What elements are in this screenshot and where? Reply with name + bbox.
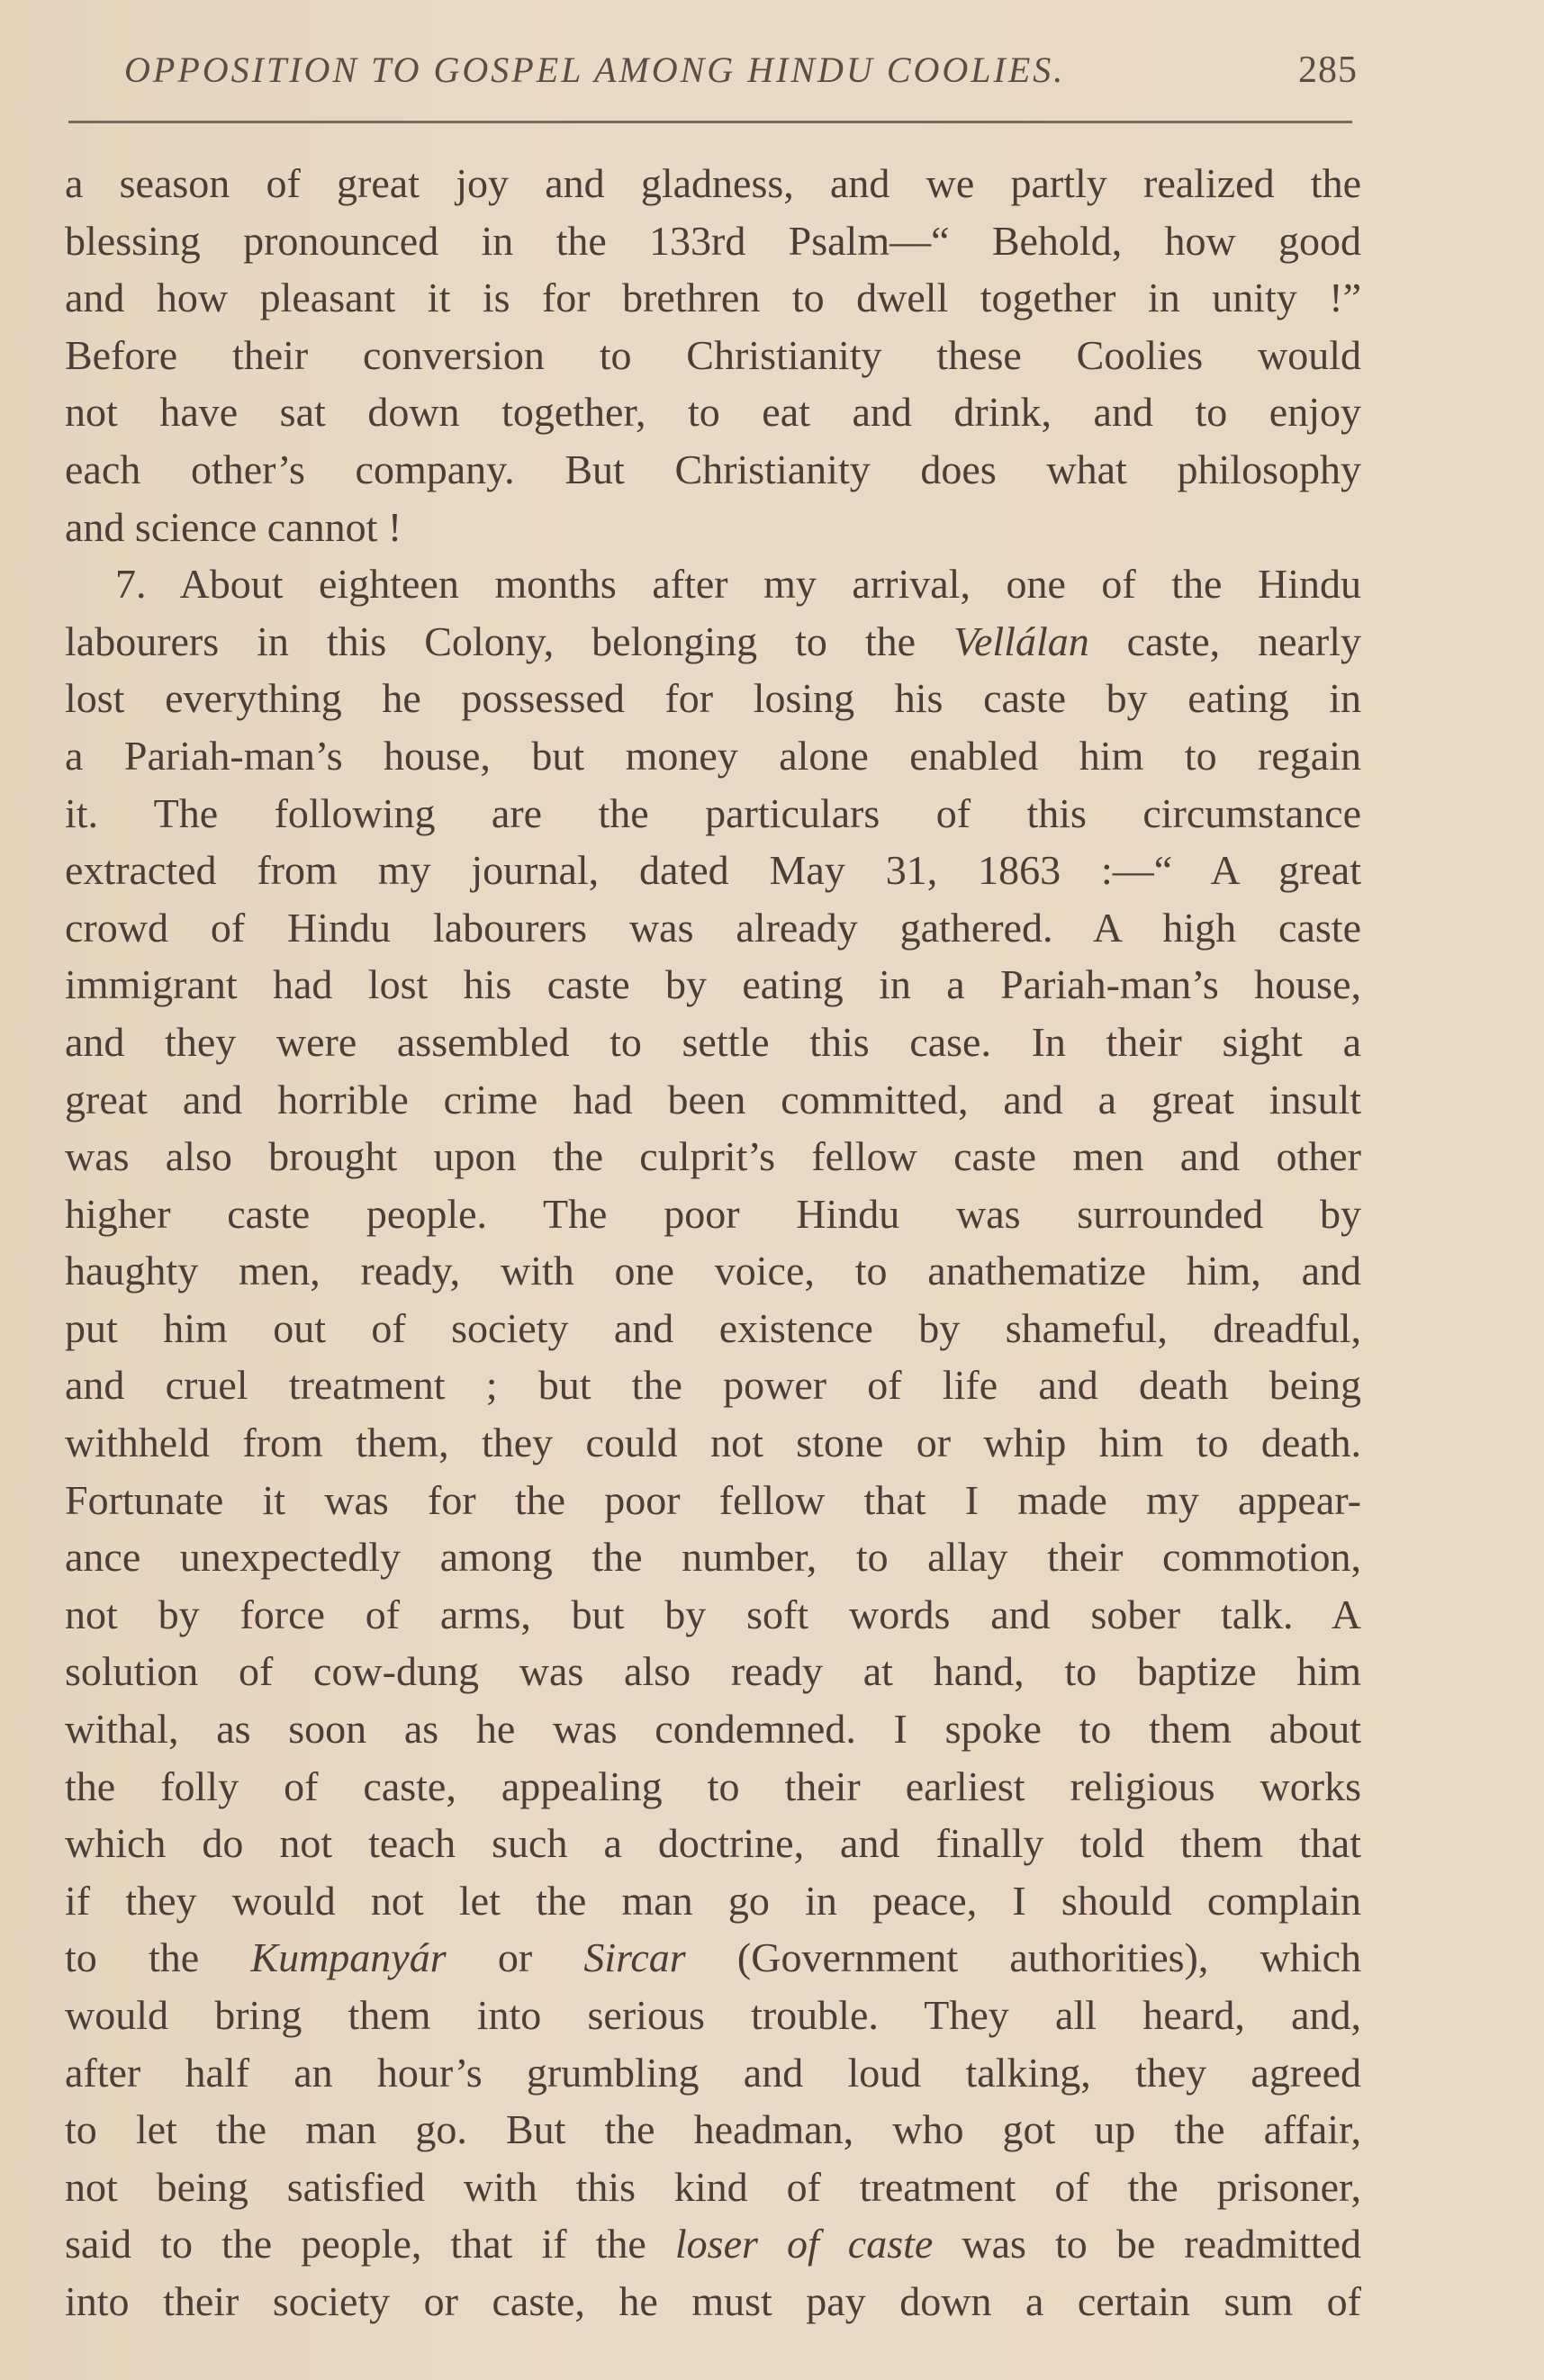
text-line: crowd of Hindu labourers was already gathered. A high caste [65, 904, 1361, 951]
text-line: great and horrible crime had been committed, and a great insult [65, 1076, 1361, 1122]
text-line: if they would not let the man go in peace, I should complain [65, 1877, 1361, 1924]
text-line: it. The following are the particulars of this circumstance [65, 789, 1361, 836]
text-line: into their society or caste, he must pay down a certain sum of [65, 2277, 1361, 2324]
text-line: after half an hour’s grumbling and loud talking, they agreed [65, 2049, 1361, 2096]
text-run: was to be readmitted [933, 2221, 1361, 2267]
text-line: and they were assembled to settle this case. In their sight a [65, 1018, 1361, 1065]
text-line [65, 2215, 1361, 2273]
text-line: not by force of arms, but by soft words and sober talk. A [65, 1591, 1361, 1637]
running-head-title: OPPOSITION TO GOSPEL AMONG HINDU COOLIES. [124, 50, 1066, 90]
text-run: (Government authorities), which [685, 1934, 1361, 1981]
text-line: and cruel treatment ; but the power of life and death being [65, 1362, 1361, 1409]
text-line: lost everything he possessed for losing his caste by eating in [65, 675, 1361, 722]
running-head [124, 49, 1358, 103]
text-line: would bring them into serious trouble. They all heard, and, [65, 1992, 1361, 2038]
text-line: each other’s company. But Christianity does what philosophy [65, 446, 1361, 492]
text-line: not being satisfied with this kind of treatment of the prisoner, [65, 2163, 1361, 2210]
italic-term: Sircar [583, 1934, 686, 1981]
text-line: ance unexpectedly among the number, to allay their commotion, [65, 1534, 1361, 1581]
text-line [65, 613, 1361, 671]
text-line: was also brought upon the culprit’s fellow caste men and other [65, 1133, 1361, 1180]
italic-term: loser of caste [674, 2221, 934, 2267]
text-run: caste, nearly [1088, 618, 1361, 664]
text-run: said to the people, that if the [65, 2221, 675, 2267]
text-line: a Pariah-man’s house, but money alone enabled him to regain [65, 732, 1361, 779]
text-line: not have sat down together, to eat and drink, and to enjoy [65, 389, 1361, 436]
text-line: immigrant had lost his caste by eating in a Pariah-man’s house, [65, 961, 1361, 1008]
text-line: and science cannot ! [65, 503, 402, 550]
text-line: solution of cow-dung was also ready at hand, to baptize him [65, 1648, 1361, 1695]
text-line: which do not teach such a doctrine, and finally told them that [65, 1820, 1361, 1867]
text-line: and how pleasant it is for brethren to dwell together in unity !” [65, 275, 1361, 321]
text-run: labourers in this Colony, belonging to the [65, 618, 953, 664]
text-line [65, 1929, 1361, 1987]
text-run: or [446, 1934, 584, 1981]
text-line: to let the man go. But the headman, who got up the affair, [65, 2106, 1361, 2153]
text-line: higher caste people. The poor Hindu was surrounded by [65, 1190, 1361, 1237]
text-line: withal, as soon as he was condemned. I spoke to them about [65, 1706, 1361, 1753]
text-run: to the [65, 1934, 251, 1981]
page-number: 285 [1298, 50, 1358, 91]
text-line: a season of great joy and gladness, and we partly realized the [65, 160, 1361, 206]
text-line: put him out of society and existence by shameful, dreadful, [65, 1304, 1361, 1351]
italic-term: Vellálan [953, 618, 1089, 664]
text-line: extracted from my journal, dated May 31, 1863 :—“ A great [65, 847, 1361, 894]
paragraph-start-line: 7. About eighteen months after my arrival, one of the Hindu [115, 561, 1361, 608]
header-rule [68, 121, 1352, 123]
text-line: haughty men, ready, with one voice, to anathematize him, and [65, 1248, 1361, 1294]
body-text [65, 155, 1361, 2330]
text-line: the folly of caste, appealing to their earliest religious works [65, 1762, 1361, 1809]
italic-term: Kumpanyár [250, 1934, 447, 1981]
text-line: withheld from them, they could not stone or whip him to death. [65, 1420, 1361, 1466]
text-line: Fortunate it was for the poor fellow that I made my appear- [65, 1476, 1361, 1523]
text-line: Before their conversion to Christianity these Coolies would [65, 331, 1361, 378]
text-line: blessing pronounced in the 133rd Psalm—“ Behold, how good [65, 217, 1361, 264]
